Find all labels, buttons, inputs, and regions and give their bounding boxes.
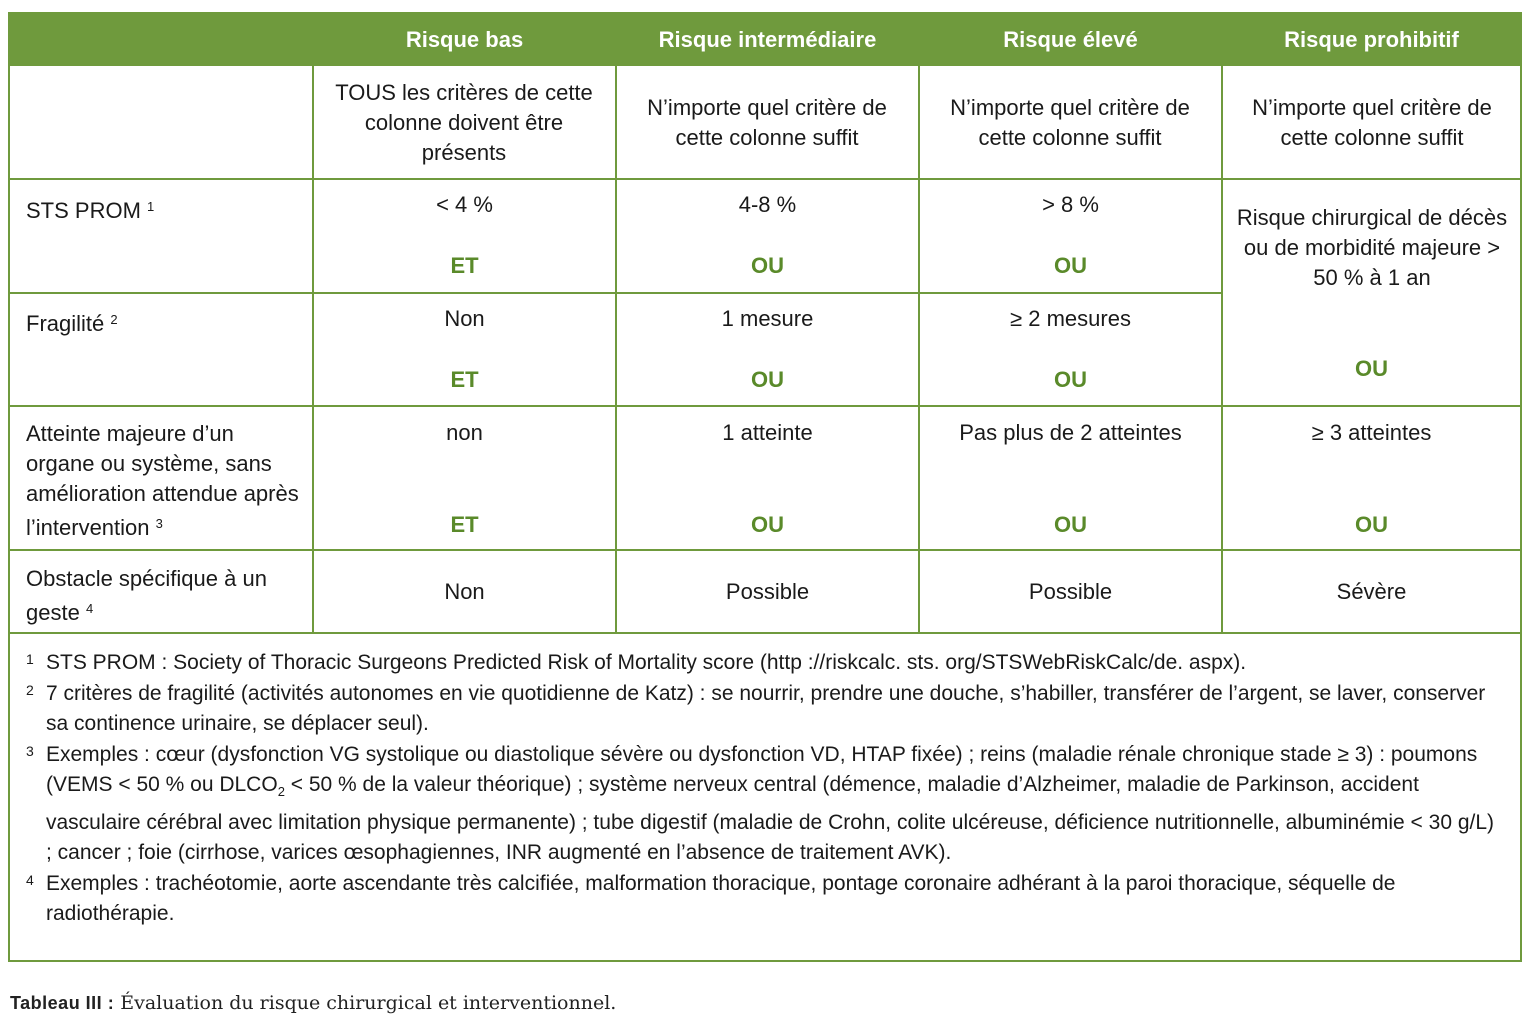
atteinte-risque-prohibitif: ≥ 3 atteintes [1311,420,1432,445]
row-label-obstacle: Obstacle spécifique à un geste $^4$ [26,566,267,625]
sts-risque-intermediaire: 4-8 % [738,192,797,217]
header-empty-cell [10,14,312,66]
caption-tag: Tableau III : [10,993,115,1013]
atteinte-risque-intermediaire: 1 atteinte [722,420,813,445]
header-risque-intermediaire: Risque intermédiaire [617,14,918,66]
atteinte-risque-bas: non [446,420,483,445]
footnote-number: 2 [26,681,34,698]
connector-et: ET [450,512,479,537]
prohibitif-risque-chirurgical: Risque chirurgical de décès ou de morbidité majeure > 50 % à 1 an [1236,205,1508,290]
sts-risque-bas: < 4 % [436,192,493,217]
footnote-text: STS PROM : Society of Thoracic Surgeons Predicted Risk of Mortality score (http ://riskcalc. sts. org/STSWebRiskCalc/de. aspx). [46,651,1247,674]
footnote-ref-1: 1 [147,199,155,214]
grid-hline-4 [10,549,1520,551]
criteria-risque-bas: TOUS les critères de cette colonne doivent être présents [335,80,593,165]
row-label-sts-prom: STS PROM $^1$ [26,198,155,223]
caption-text: Évaluation du risque chirurgical et interventionnel. [114,992,617,1014]
footnote-number: 3 [26,742,34,759]
grid-hline-1 [10,178,1520,180]
row-label-fragilite: Fragilité $^2$ [26,311,118,336]
obstacle-risque-eleve: Possible [1028,579,1113,604]
header-risque-bas: Risque bas [314,14,615,66]
footnote-text: Exemples : cœur (dysfonction VG systolique ou diastolique sévère ou dysfonction VD, HTAP fixée) ; reins (maladie rénale chronique stade ≥ 3) : poumons (VEMS < 50 % ou $DLCO_2 < 50$ % de la valeur théorique) ; système nerveux central (démence, maladie d’Alzheimer, maladie de Parkinson, accident vasculaire cérébral avec limitation physique permanente) ; tube digestif (maladie de Crohn, colite ulcéreuse, déficience nutritionnelle, albuminémie < 30 g/L) ; cancer ; foie (cirrhose, varices œsophagiennes, INR augmenté en l’absence de traitement AVK). [46,742,1495,865]
connector-ou: OU [1355,512,1388,537]
grid-hline-5 [10,632,1520,634]
criteria-risque-eleve: N’importe quel critère de cette colonne suffit [950,95,1190,150]
footnote-text: 7 critères de fragilité (activités autonomes en vie quotidienne de Katz) : se nourrir, prendre une douche, s’habiller, transférer de l’argent, se laver, conserver sa continence urinaire, se déplacer seul). [46,681,1486,735]
connector-et: ET [450,253,479,278]
header-risque-prohibitif: Risque prohibitif [1223,14,1520,66]
header-risque-eleve: Risque élevé [920,14,1221,66]
fragilite-risque-intermediaire: 1 mesure [721,306,814,331]
footnote-ref-3: 3 [155,516,163,531]
footnotes [26,648,1496,930]
connector-ou: OU [751,367,784,392]
sts-risque-eleve: > 8 % [1042,192,1099,217]
connector-ou: OU [1355,356,1388,381]
footnote-ref-4: 4 [85,601,94,616]
footnote-number: 4 [26,871,34,888]
connector-ou: OU [751,253,784,278]
fragilite-risque-bas: Non [444,306,485,331]
obstacle-risque-bas: Non [444,579,485,604]
footnote-1 [26,648,1496,679]
connector-ou: OU [1054,367,1087,392]
criteria-risque-prohibitif: N’importe quel critère de cette colonne suffit [1252,95,1492,150]
obstacle-risque-prohibitif: Sévère [1336,579,1407,604]
fragilite-risque-eleve: ≥ 2 mesures [1010,306,1131,331]
footnote-text: Exemples : trachéotomie, aorte ascendante très calcifiée, malformation thoracique, pontage coronaire adhérant à la paroi thoracique, séquelle de radiothérapie. [46,871,1396,926]
table-caption [10,992,616,1014]
footnote-number: 1 [26,651,34,667]
footnote-3 [26,740,1496,869]
grid-hline-3 [10,405,1520,407]
footnote-4 [26,869,1496,930]
grid-vline-4 [1221,14,1223,634]
footnote-ref-2: 2 [110,312,118,327]
obstacle-risque-intermediaire: Possible [725,579,810,604]
row-label-atteinte: Atteinte majeure d’un organe ou système, sans amélioration attendue après l’intervention $^3$ [26,421,299,540]
criteria-risque-intermediaire: N’importe quel critère de cette colonne suffit [647,95,887,150]
connector-et: ET [450,367,479,392]
atteinte-risque-eleve: Pas plus de 2 atteintes [959,420,1182,445]
grid-hline-2 [10,292,1221,294]
connector-ou: OU [1054,253,1087,278]
footnote-2 [26,679,1496,740]
connector-ou: OU [1054,512,1087,537]
connector-ou: OU [751,512,784,537]
